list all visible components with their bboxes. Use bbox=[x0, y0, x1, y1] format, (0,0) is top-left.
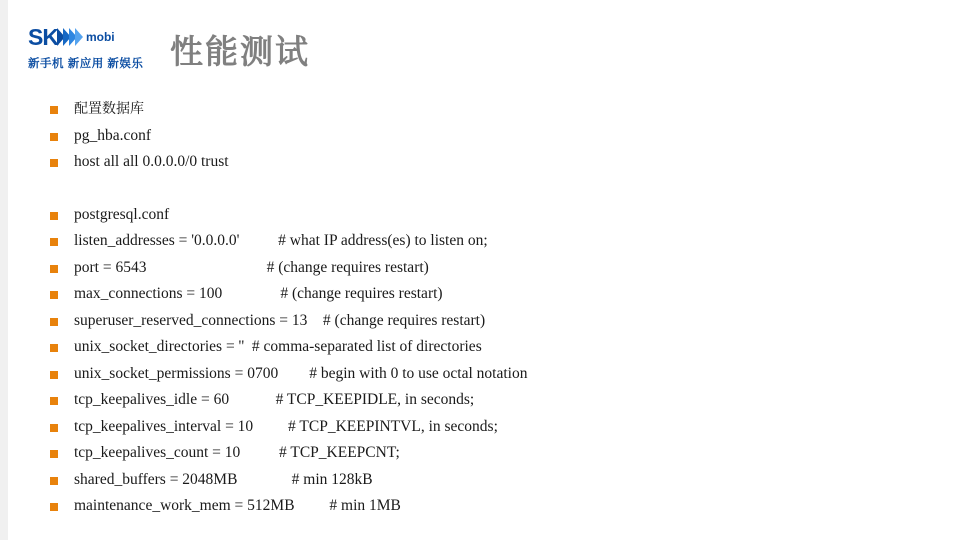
logo-subbrand-text: mobi bbox=[85, 30, 115, 44]
list-item-label: unix_socket_permissions = 0700 # begin with 0 to use octal notation bbox=[74, 364, 528, 382]
list-item bbox=[0, 255, 960, 282]
bullet-square-icon bbox=[50, 212, 58, 220]
bullet-square-icon bbox=[50, 291, 58, 299]
list-item-label: max_connections = 100 # (change requires restart) bbox=[74, 285, 443, 303]
list-item bbox=[0, 334, 960, 361]
list-item bbox=[0, 96, 960, 123]
logo-brand-text: SK bbox=[28, 23, 58, 50]
bullet-square-icon bbox=[50, 238, 58, 246]
list-item bbox=[0, 228, 960, 255]
list-item-label: listen_addresses = '0.0.0.0' # what IP address(es) to listen on; bbox=[74, 232, 488, 250]
bullet-square-icon bbox=[50, 106, 58, 114]
list-item bbox=[0, 123, 960, 150]
chevron-right-icon bbox=[59, 28, 83, 46]
bullet-square-icon bbox=[50, 503, 58, 511]
list-item-label: host all all 0.0.0.0/0 trust bbox=[74, 153, 229, 171]
list-item-label: port = 6543 # (change requires restart) bbox=[74, 258, 429, 276]
bullet-square-icon bbox=[50, 450, 58, 458]
list-item bbox=[0, 440, 960, 467]
bullet-square-icon bbox=[50, 318, 58, 326]
bullet-square-icon bbox=[50, 397, 58, 405]
bullet-square-icon bbox=[50, 344, 58, 352]
list-item bbox=[0, 414, 960, 441]
list-item bbox=[0, 387, 960, 414]
bullet-square-icon bbox=[50, 133, 58, 141]
list-item bbox=[0, 149, 960, 176]
bullet-square-icon bbox=[50, 477, 58, 485]
list-item bbox=[0, 361, 960, 388]
list-item-label: shared_buffers = 2048MB # min 128kB bbox=[74, 470, 373, 488]
list-item-label: superuser_reserved_connections = 13 # (change requires restart) bbox=[74, 311, 486, 329]
bullet-spacer bbox=[0, 176, 960, 202]
list-item bbox=[0, 202, 960, 229]
page-title: 性能测试 bbox=[170, 33, 310, 70]
list-item bbox=[0, 308, 960, 335]
list-item-label: 配置数据库 bbox=[74, 101, 144, 118]
bullet-square-icon bbox=[50, 424, 58, 432]
list-item-label: pg_hba.conf bbox=[74, 126, 152, 144]
bullet-square-icon bbox=[50, 371, 58, 379]
list-item-label: maintenance_work_mem = 512MB # min 1MB bbox=[74, 497, 401, 515]
logo bbox=[28, 24, 158, 76]
logo-row bbox=[28, 24, 158, 50]
bullet-square-icon bbox=[50, 265, 58, 273]
list-item bbox=[0, 493, 960, 520]
list-item bbox=[0, 281, 960, 308]
list-item-label: tcp_keepalives_idle = 60 # TCP_KEEPIDLE, in seconds; bbox=[74, 391, 475, 409]
list-item bbox=[0, 467, 960, 494]
list-item-label: tcp_keepalives_count = 10 # TCP_KEEPCNT; bbox=[74, 444, 400, 462]
bullet-list bbox=[0, 96, 960, 520]
bullet-square-icon bbox=[50, 159, 58, 167]
list-item-label: postgresql.conf bbox=[74, 205, 170, 223]
list-item-label: unix_socket_directories = '' # comma-separated list of directories bbox=[74, 338, 482, 356]
logo-tagline: 新手机 新应用 新娱乐 bbox=[28, 58, 144, 70]
list-item-label: tcp_keepalives_interval = 10 # TCP_KEEPINTVL, in seconds; bbox=[74, 417, 498, 435]
slide-header bbox=[0, 0, 960, 88]
